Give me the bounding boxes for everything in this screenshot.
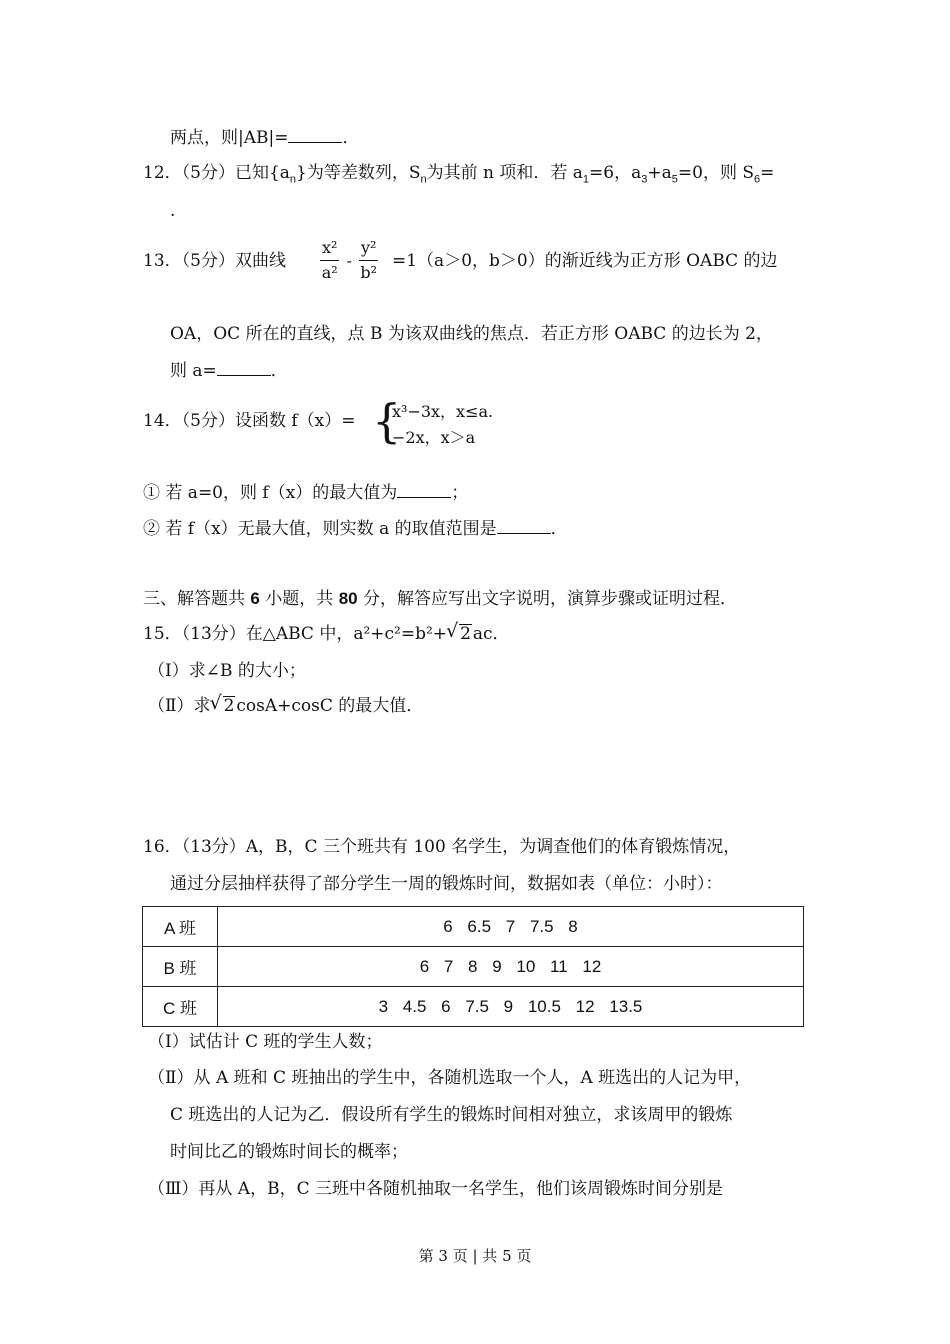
q12-text-f: =0，则 S (677, 163, 755, 183)
q11-text: 两点，则|AB|= (170, 128, 289, 148)
case1-text: x³−3x，x≤a (392, 402, 489, 421)
sec3-b: 6 (250, 589, 260, 608)
answer-blank (497, 517, 551, 534)
answer-blank (397, 481, 451, 498)
frac-x-num: x² (320, 238, 339, 261)
q12-sub-n2: n (420, 173, 427, 186)
section-3-heading (143, 588, 737, 610)
frac-x-den: a² (321, 263, 338, 282)
exercise-time-table (142, 906, 804, 1027)
q14-part2: ② 若 f（x）无最大值，则实数 a 的取值范围是 ． (143, 519, 568, 539)
row-label: B 班 (143, 947, 218, 987)
q12-text-b: }为等差数列，S (296, 163, 421, 183)
table-row (143, 947, 804, 987)
q12-text-a: 12．（5分）已知{a (143, 163, 290, 183)
q16-part3: （Ⅲ）再从 A，B，C 三班中各随机抽取一名学生，他们该周锻炼时间分别是 (148, 1179, 723, 1199)
q12-text-d: =6，a (589, 163, 642, 183)
fraction-x (320, 238, 339, 283)
q13-line2: OA，OC 所在的直线，点 B 为该双曲线的焦点．若正方形 OABC 的边长为 2， (170, 324, 773, 344)
q12-text-e: +a (647, 163, 672, 183)
sqrt-symbol (211, 695, 236, 717)
q11-continuation: 两点，则|AB|= ． (170, 128, 360, 148)
q16-part2-line3: 时间比乙的锻炼时间长的概率； (170, 1142, 408, 1162)
q14-line: 14．（5分）设函数 f（x）= (143, 411, 356, 431)
sqrt-symbol (447, 623, 472, 645)
q12-text-g: = (760, 163, 775, 183)
q13-line3: 则 a= ． (170, 361, 288, 381)
piecewise-case2: −2x，x＞a (392, 428, 476, 447)
q16-line2: 通过分层抽样获得了部分学生一周的锻炼时间，数据如表（单位：小时）： (170, 874, 723, 894)
q12-sub-n: n (289, 173, 297, 186)
answer-blank (217, 359, 271, 376)
q15-part2-a: （Ⅱ）求 (148, 696, 211, 716)
row-values: 6 7 8 9 10 11 12 (218, 947, 804, 987)
q12-sub-1: 1 (582, 173, 590, 186)
q12-sub-6: 6 (754, 173, 761, 186)
q12-end: . (170, 201, 176, 221)
row-label: A 班 (143, 907, 218, 947)
piecewise-case1: x³−3x，x≤a. (392, 402, 494, 421)
row-values: 3 4.5 6 7.5 9 10.5 12 13.5 (218, 987, 804, 1027)
fraction-y (359, 238, 378, 283)
minus-sign: - (341, 251, 358, 270)
q12-sub-3: 3 (641, 173, 648, 186)
q14-part2-text: ② 若 f（x）无最大值，则实数 a 的取值范围是 (143, 519, 497, 539)
sec3-c: 小题，共 (259, 589, 339, 609)
q15-line (143, 623, 510, 645)
q15-part1: （Ⅰ）求∠B 的大小； (148, 661, 306, 681)
q16-part2-line2: C 班选出的人记为乙．假设所有学生的锻炼时间相对独立，求该周甲的锻炼 (170, 1105, 733, 1125)
q14-part1-text: ① 若 a=0，则 f（x）的最大值为 (143, 483, 398, 503)
answer-blank (288, 126, 342, 143)
sec3-d: 80 (338, 589, 358, 608)
sqrt-radicand: 2 (460, 624, 471, 644)
q13-text-l3: 则 a= (170, 361, 217, 381)
q15-text-b: ac． (472, 624, 510, 644)
q12-line (143, 162, 774, 184)
piecewise-brace: { (372, 394, 402, 448)
frac-y-den: b² (360, 263, 378, 282)
hyperbola-equation (318, 238, 380, 283)
row-values: 6 6.5 7 7.5 8 (218, 907, 804, 947)
q13-text-a: 13．（5分）双曲线 (143, 251, 286, 271)
q15-part2 (148, 695, 423, 717)
q15-part2-b: cosA+cosC 的最大值． (236, 696, 424, 716)
q13-line1 (143, 250, 286, 272)
q12-sub-5: 5 (671, 173, 678, 186)
q16-part2-line1: （Ⅱ）从 A 班和 C 班抽出的学生中，各随机选取一个人，A 班选出的人记为甲， (148, 1068, 752, 1088)
q14-part1: ① 若 a=0，则 f（x）的最大值为 ； (143, 483, 469, 503)
q12-text-c: 为其前 n 项和．若 a (426, 163, 583, 183)
sec3-a: 三、解答题共 (143, 589, 251, 609)
q15-text-a: 15．（13分）在△ABC 中，a²+c²=b²+ (143, 624, 448, 644)
row-label: C 班 (143, 987, 218, 1027)
sec3-e: 分，解答应写出文字说明，演算步骤或证明过程． (357, 589, 738, 609)
q16-part1: （Ⅰ）试估计 C 班的学生人数； (148, 1032, 383, 1052)
q13-line1-b: =1（a＞0，b＞0）的渐近线为正方形 OABC 的边 (392, 251, 778, 271)
table-row (143, 987, 804, 1027)
table-row (143, 907, 804, 947)
page-footer: 第 3 页 | 共 5 页 (418, 1247, 532, 1265)
sqrt-radicand: 2 (223, 696, 235, 716)
q16-line1: 16．（13分）A，B，C 三个班共有 100 名学生，为调查他们的体育锻炼情况， (143, 837, 741, 857)
frac-y-num: y² (359, 238, 378, 261)
